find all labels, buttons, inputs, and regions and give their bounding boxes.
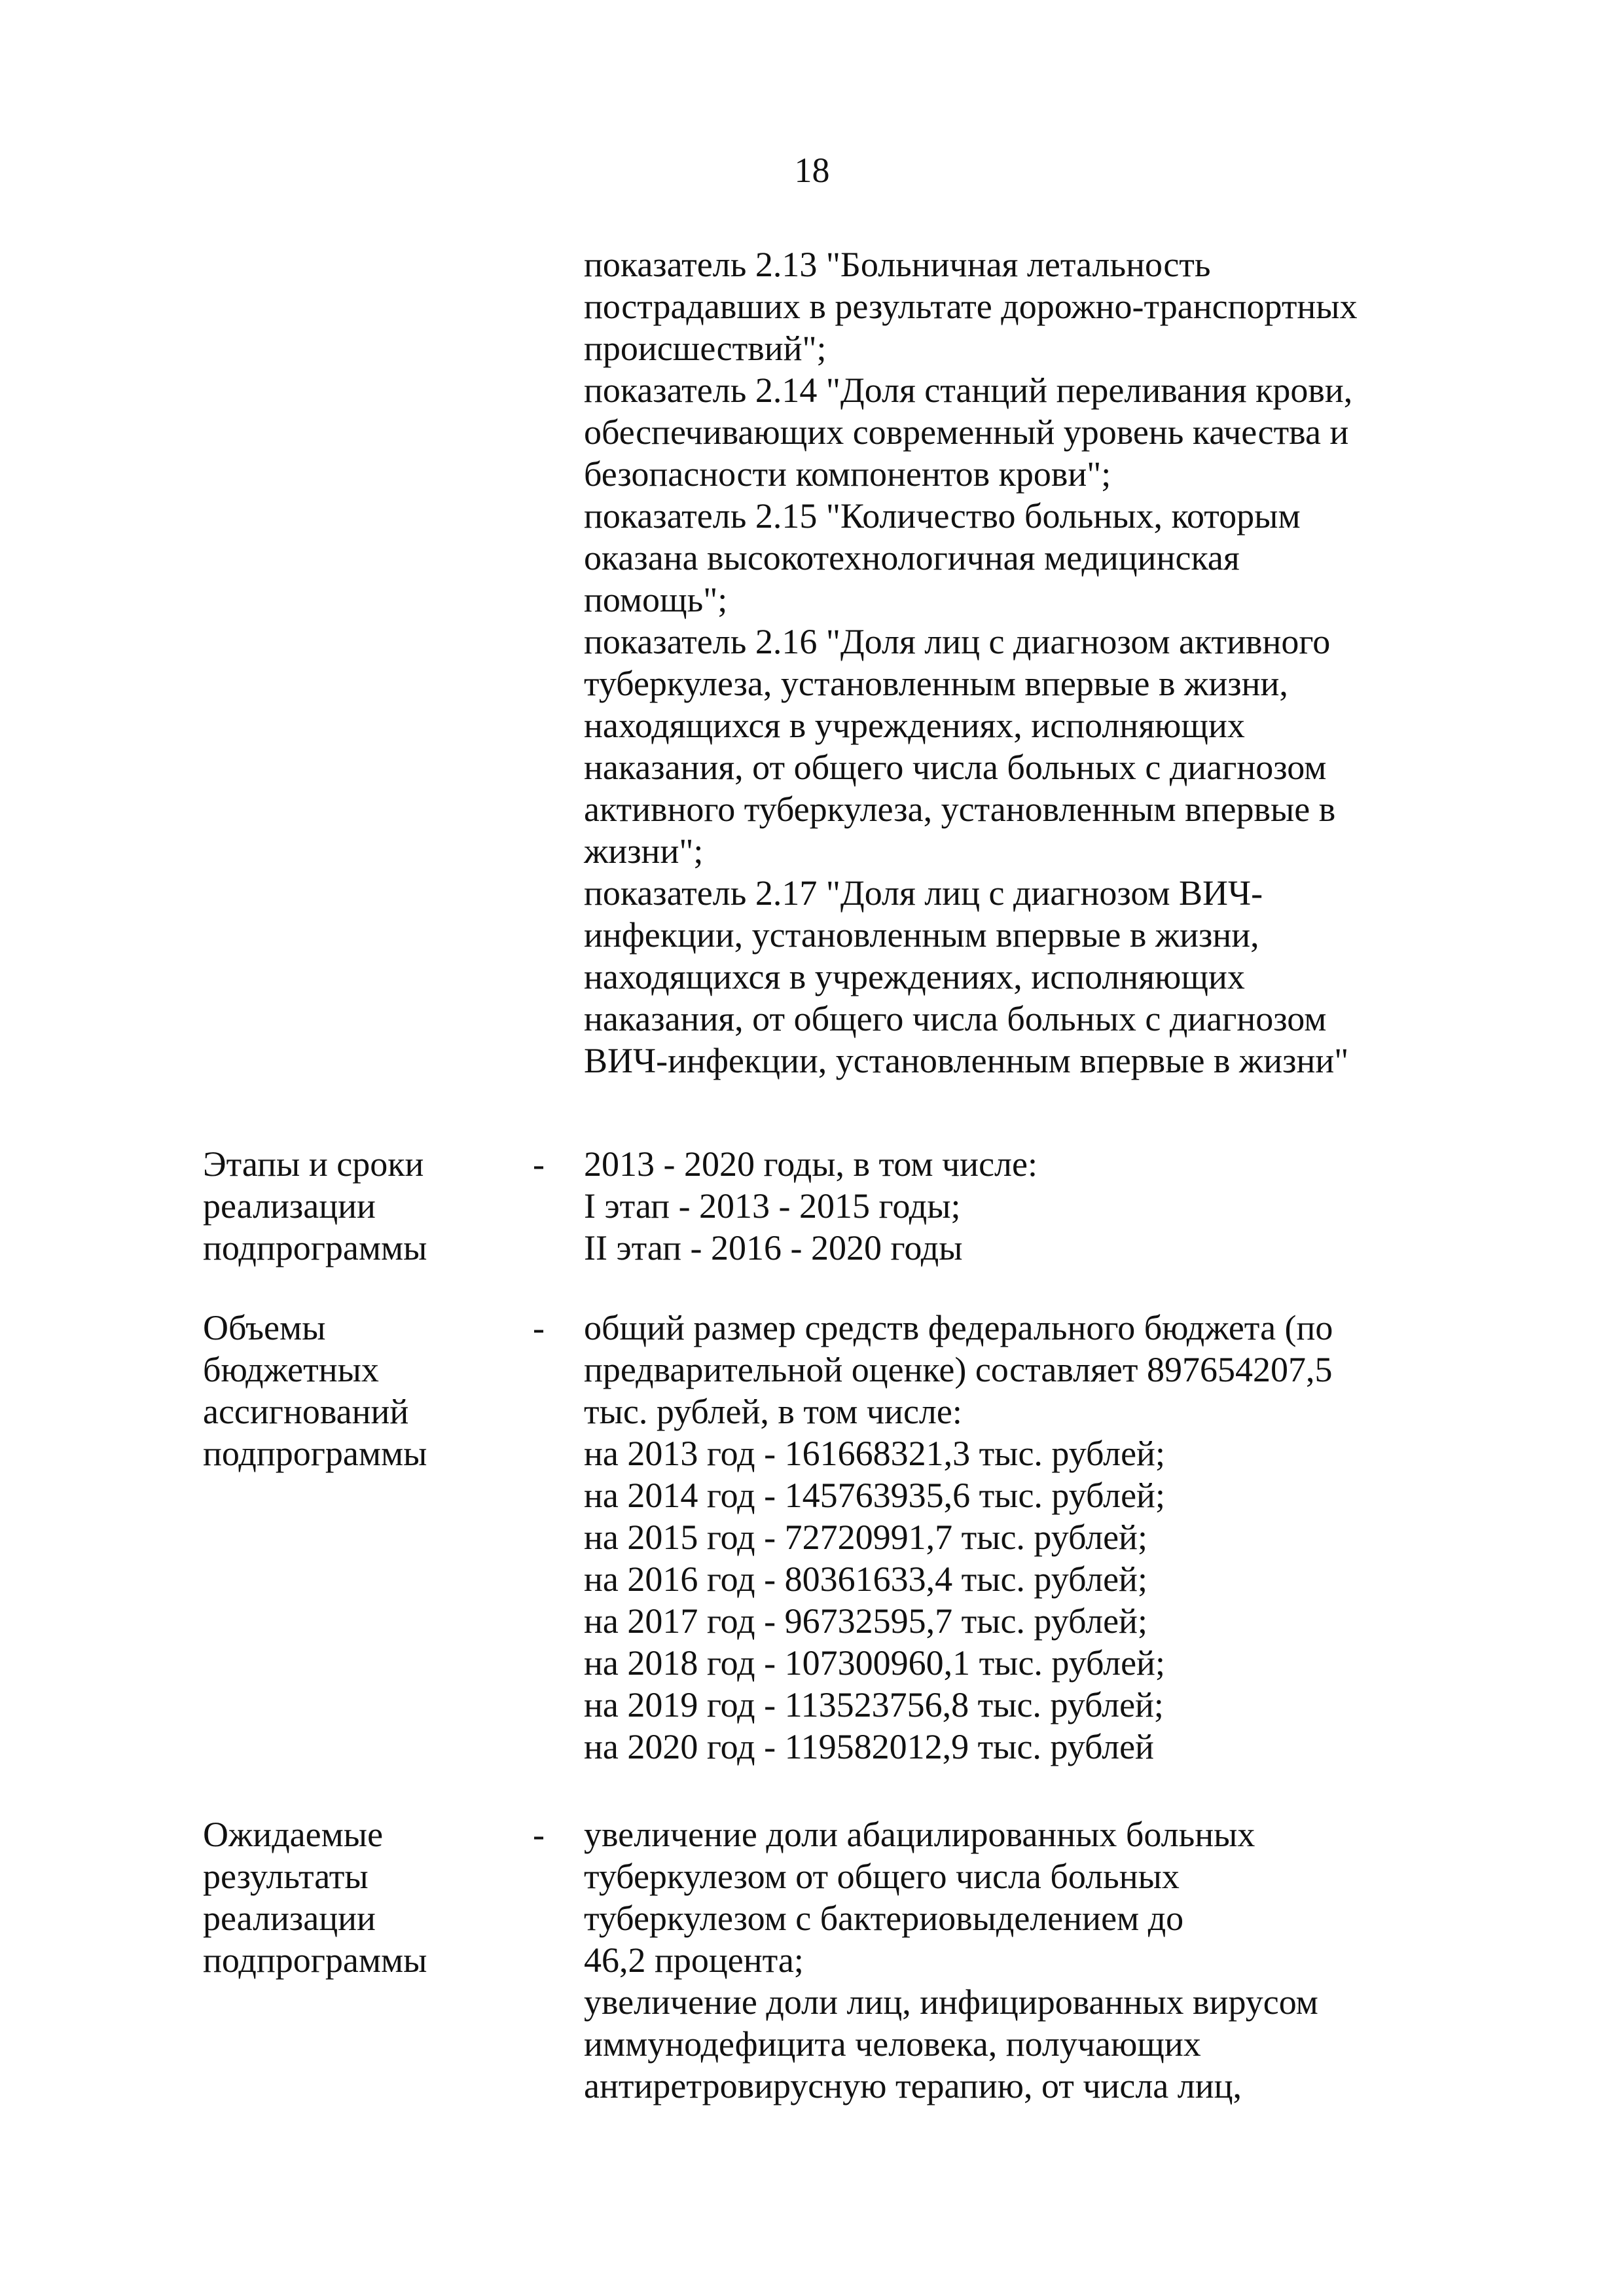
budget-line: на 2019 год - 113523756,8 тыс. рублей; — [584, 1685, 1164, 1724]
indicator-line: находящихся в учреждениях, исполняющих — [584, 706, 1245, 745]
indicator-line: ВИЧ-инфекции, установленным впервые в жизни" — [584, 1041, 1349, 1080]
results-line: увеличение доли лиц, инфицированных вирусом — [584, 1982, 1318, 2022]
budget-line: на 2013 год - 161668321,3 тыс. рублей; — [584, 1434, 1165, 1473]
indicator-line: показатель 2.15 "Количество больных, которым — [584, 496, 1301, 536]
indicator-line: помощь"; — [584, 580, 728, 619]
indicator-line: безопасности компонентов крови"; — [584, 454, 1111, 494]
results-label-line: реализации — [203, 1899, 376, 1938]
indicator-line: показатель 2.14 "Доля станций переливания крови, — [584, 371, 1353, 410]
budget-label-line: Объемы — [203, 1308, 326, 1347]
stages-label-line: подпрограммы — [203, 1228, 427, 1267]
stages-dash: - — [533, 1144, 545, 1184]
budget-line: на 2015 год - 72720991,7 тыс. рублей; — [584, 1518, 1147, 1557]
results-line: иммунодефицита человека, получающих — [584, 2024, 1201, 2064]
indicator-line: происшествий"; — [584, 329, 827, 368]
indicator-line: находящихся в учреждениях, исполняющих — [584, 957, 1245, 996]
indicator-line: активного туберкулеза, установленным впервые в — [584, 790, 1336, 829]
budget-line: на 2020 год - 119582012,9 тыс. рублей — [584, 1727, 1154, 1766]
budget-label-line: подпрограммы — [203, 1434, 427, 1473]
results-line: увеличение доли абацилированных больных — [584, 1815, 1255, 1854]
budget-dash: - — [533, 1308, 545, 1347]
results-line: туберкулезом с бактериовыделением до — [584, 1899, 1184, 1938]
indicator-line: жизни"; — [584, 831, 704, 871]
budget-line: тыс. рублей, в том числе: — [584, 1392, 962, 1431]
results-label-line: результаты — [203, 1857, 369, 1896]
stages-label-line: Этапы и сроки — [203, 1144, 424, 1184]
stages-label-line: реализации — [203, 1186, 376, 1226]
stages-line: I этап - 2013 - 2015 годы; — [584, 1186, 961, 1226]
stages-line: II этап - 2016 - 2020 годы — [584, 1228, 963, 1267]
budget-line: на 2017 год - 96732595,7 тыс. рублей; — [584, 1601, 1147, 1641]
budget-line: предварительной оценке) составляет 897654207,5 — [584, 1350, 1333, 1389]
indicator-line: туберкулеза, установленным впервые в жизни, — [584, 664, 1288, 703]
indicator-line: показатель 2.13 "Больничная летальность — [584, 245, 1211, 284]
stages-line: 2013 - 2020 годы, в том числе: — [584, 1144, 1038, 1184]
results-dash: - — [533, 1815, 545, 1854]
results-line: туберкулезом от общего числа больных — [584, 1857, 1180, 1896]
budget-label-line: бюджетных — [203, 1350, 379, 1389]
results-label-line: подпрограммы — [203, 1941, 427, 1980]
indicator-line: инфекции, установленным впервые в жизни, — [584, 915, 1259, 955]
indicator-line: наказания, от общего числа больных с диагнозом — [584, 999, 1327, 1038]
indicator-line: пострадавших в результате дорожно-транспортных — [584, 287, 1358, 326]
indicator-line: показатель 2.16 "Доля лиц с диагнозом активного — [584, 622, 1331, 661]
page-number: 18 — [794, 151, 830, 190]
results-label-line: Ожидаемые — [203, 1815, 384, 1854]
budget-line: общий размер средств федерального бюджета (по — [584, 1308, 1333, 1347]
results-line: 46,2 процента; — [584, 1941, 804, 1980]
budget-line: на 2018 год - 107300960,1 тыс. рублей; — [584, 1643, 1165, 1683]
indicator-line: наказания, от общего числа больных с диагнозом — [584, 748, 1327, 787]
budget-label-line: ассигнований — [203, 1392, 409, 1431]
indicator-line: оказана высокотехнологичная медицинская — [584, 538, 1240, 577]
indicator-line: показатель 2.17 "Доля лиц с диагнозом ВИЧ- — [584, 873, 1263, 913]
budget-line: на 2014 год - 145763935,6 тыс. рублей; — [584, 1476, 1165, 1515]
budget-line: на 2016 год - 80361633,4 тыс. рублей; — [584, 1559, 1147, 1599]
indicator-line: обеспечивающих современный уровень качества и — [584, 412, 1349, 452]
results-line: антиретровирусную терапию, от числа лиц, — [584, 2066, 1242, 2105]
